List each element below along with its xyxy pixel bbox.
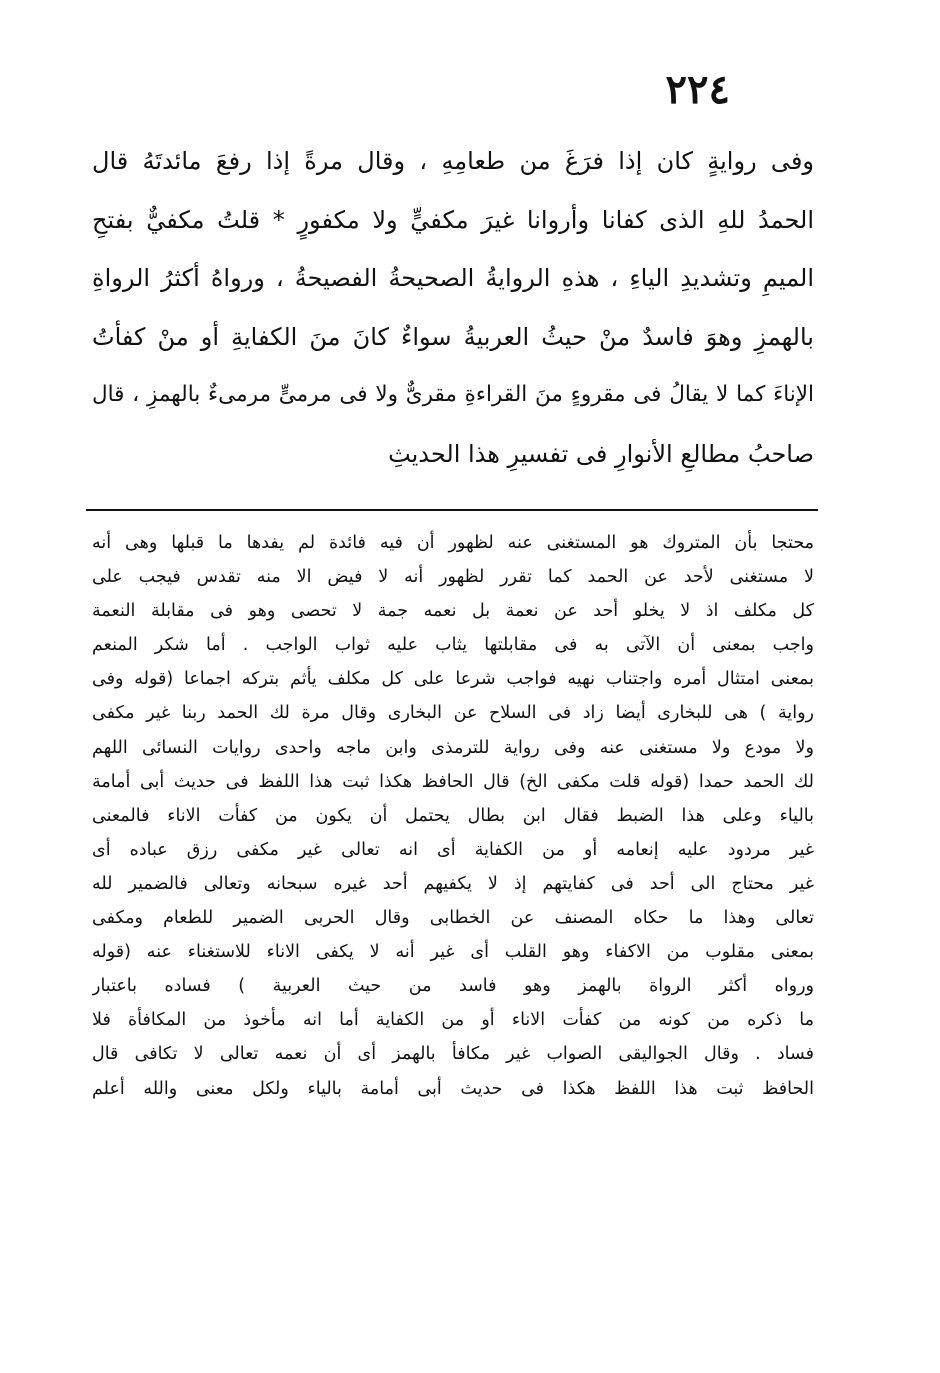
footnote-line: فساد . وقال الجواليقى الصواب غير مكافأ بالهمز أى أن نعمه تعالى لا تكافى قال — [92, 1044, 814, 1065]
main-text-line: بالهمزِ وهوَ فاسدٌ منْ حيثُ العربيةُ سواءٌ كانَ منَ الكفايةِ أو منْ كفأتُ — [92, 322, 814, 351]
footnote-line: رواية ) هى للبخارى أيضا زاد فى السلاح عن البخارى وقال مرة لك الحمد ربنا غير مكفى — [92, 703, 814, 724]
footnote-line: الحافظ ثبت هذا اللفظ هكذا فى حديث أبى أمامة بالياء ولكل معنى والله أعلم — [92, 1078, 814, 1099]
footnote-commentary-block — [92, 526, 814, 1106]
main-text-line: وفى روايةٍ كان إذا فرَغَ من طعامِهِ ، وقال مرةً إذا رفعَ مائدتَهُ قال — [92, 147, 814, 175]
footnote-line: محتجا بأن المتروك هو المستغنى عنه لظهور أن فيه فائدة لم يفدها ما قبلها وهى أنه — [92, 533, 814, 553]
footnote-line: بمعنى مقلوب من الاكفاء وهو القلب أى غير أنه لا يكفى الاناء للاستغناء عنه (قوله — [92, 942, 814, 963]
footnote-line: غير محتاج الى أحد فى كفايتهم إذ لا يكفيهم أحد غيره سبحانه وتعالى فالضمير لله — [92, 873, 814, 894]
main-text-line: صاحبُ مطالعِ الأنوارِ فى تفسيرِ هذا الحديثِ — [388, 439, 814, 468]
footnote-line: بالياء وعلى هذا الضبط فقال ابن بطال يحتمل أن يكون من كفأت الاناء فالمعنى — [92, 805, 814, 826]
main-text-line: الميمِ وتشديدِ الياءِ ، هذهِ الروايةُ الصحيحةُ الفصيحةُ ، ورواهُ أكثرُ الرواةِ — [92, 264, 814, 293]
footnote-line: ورواه أكثر الرواة بالهمز وهو فاسد من حيث العربية ) فساده باعتبار — [92, 976, 814, 997]
footnote-line: ولا مودع ولا مستغنى عنه وفى رواية للترمذى وابن ماجه واحدى روايات النسائى اللهم — [92, 737, 814, 758]
page-number: ٢٢٤ — [665, 66, 730, 113]
footnote-line: تعالى وهذا ما حكاه المصنف عن الخطابى وقال الحربى الضمير للطعام ومكفى — [92, 908, 814, 929]
footnote-line: بمعنى امتثال أمره واجتناب نهيه فواجب شرعا على كل مكلف يأثم بتركه اجماعا (قوله وفى — [92, 669, 814, 690]
footnote-line: غير مردود عليه إنعامه أو من الكفاية أى انه تعالى غير مكفى رزق عباده أى — [92, 839, 814, 860]
main-text-block — [92, 132, 814, 484]
footnote-line: لك الحمد حمدا (قوله قلت مكفى الخ) قال الحافظ هكذا ثبت هذا اللفظ فى حديث أبى أمامة — [92, 771, 814, 792]
footnote-separator-rule — [86, 509, 818, 511]
footnote-line: كل مكلف اذ لا يخلو أحد عن نعمة بل نعمه جمة لا تحصى وهو فى مقابلة النعمة — [92, 601, 814, 622]
footnote-line: واجب بمعنى أن الآتى به فى مقابلتها يثاب عليه ثواب الواجب . أما شكر المنعم — [92, 635, 814, 656]
footnote-line: ما ذكره من كونه من كفأت الاناء أو من الكفاية أما انه مأخوذ من المكافأة فلا — [92, 1010, 814, 1031]
footnote-line: لا مستغنى لأحد عن الحمد كما تقرر لظهور أنه لا فيض الا منه تقدس فيجب على — [92, 567, 814, 588]
main-text-line: الإناءَ كما لا يقالُ فى مقروءٍ منَ القراءةِ مقرىٌّ ولا فى مرمىٍّ مرمىءٌ بالهمزِ ، قال — [92, 382, 814, 408]
main-text-line: الحمدُ للهِ الذى كفانا وأروانا غيرَ مكفيٍّ ولا مكفورٍ * قلتُ مكفيٌّ بفتحِ — [92, 205, 814, 234]
